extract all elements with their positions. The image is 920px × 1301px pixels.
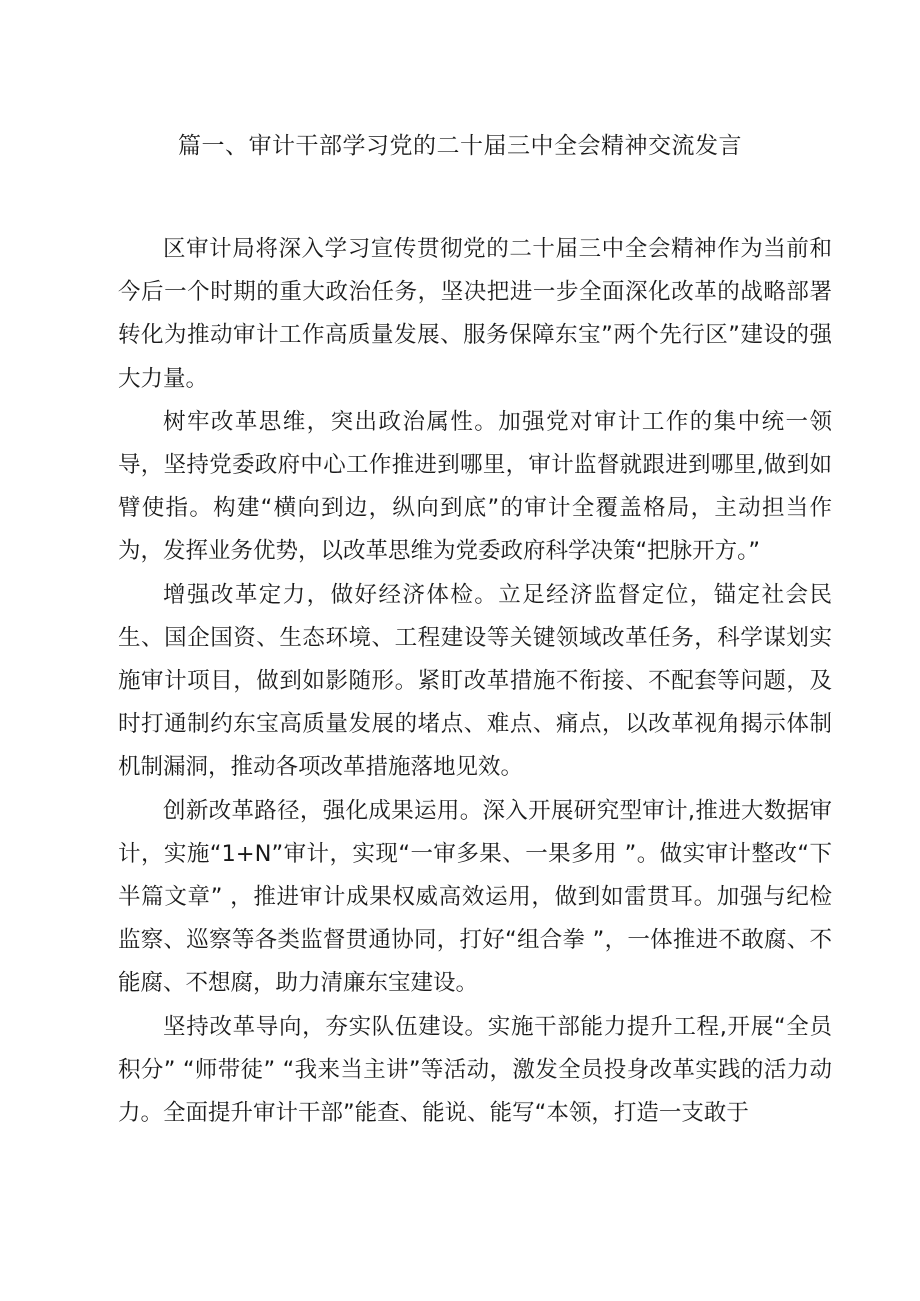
paragraph-intro: 区审计局将深入学习宣传贯彻党的二十届三中全会精神作为当前和今后一个时期的重大政治任务，坚决把进一步全面深化改革的战略部署转化为推动审计工作高质量发展、服务保障东宝”两个先行区”建设的强大力量。	[118, 236, 832, 392]
document-body	[118, 228, 832, 1135]
paragraph-reform-resolve: 增强改革定力，做好经济体检。立足经济监督定位，锚定社会民生、国企国资、生态环境、工程建设等关键领域改革任务，科学谋划实施审计项目，做到如影随形。紧盯改革措施不衔接、不配套等问题，及时打通制约东宝高质量发展的堵点、难点、痛点，以改革视角揭示体制机制漏洞，推动各项改革措施落地见效。	[118, 581, 832, 781]
paragraph-reform-path: 创新改革路径，强化成果运用。深入开展研究型审计,推进大数据审计，实施“1+N”审计，实现“一审多果、一果多用 ”。做实审计整改“下半篇文章” ，推进审计成果权威高效运用，做到如雷贯耳。加强与纪检监察、巡察等各类监督贯通协同，打好“组合拳 ”，一体推进不敢腐、不能腐、不想腐，助力清廉东宝建设。	[118, 797, 832, 997]
paragraph-reform-orientation: 坚持改革导向，夯实队伍建设。实施干部能力提升工程,开展“全员积分” “师带徒” “我来当主讲”等活动，激发全员投身改革实践的活力动力。全面提升审计干部”能查、能说、能写“本领，打造一支敢于	[118, 1013, 832, 1127]
paragraph-reform-thinking: 树牢改革思维，突出政治属性。加强党对审计工作的集中统一领导，坚持党委政府中心工作推进到哪里，审计监督就跟进到哪里,做到如臂使指。构建“横向到边，纵向到底”的审计全覆盖格局，主动担当作为，发挥业务优势，以改革思维为党委政府科学决策“把脉开方。”	[118, 408, 832, 565]
document-title: 篇一、审计干部学习党的二十届三中全会精神交流发言	[178, 133, 742, 159]
